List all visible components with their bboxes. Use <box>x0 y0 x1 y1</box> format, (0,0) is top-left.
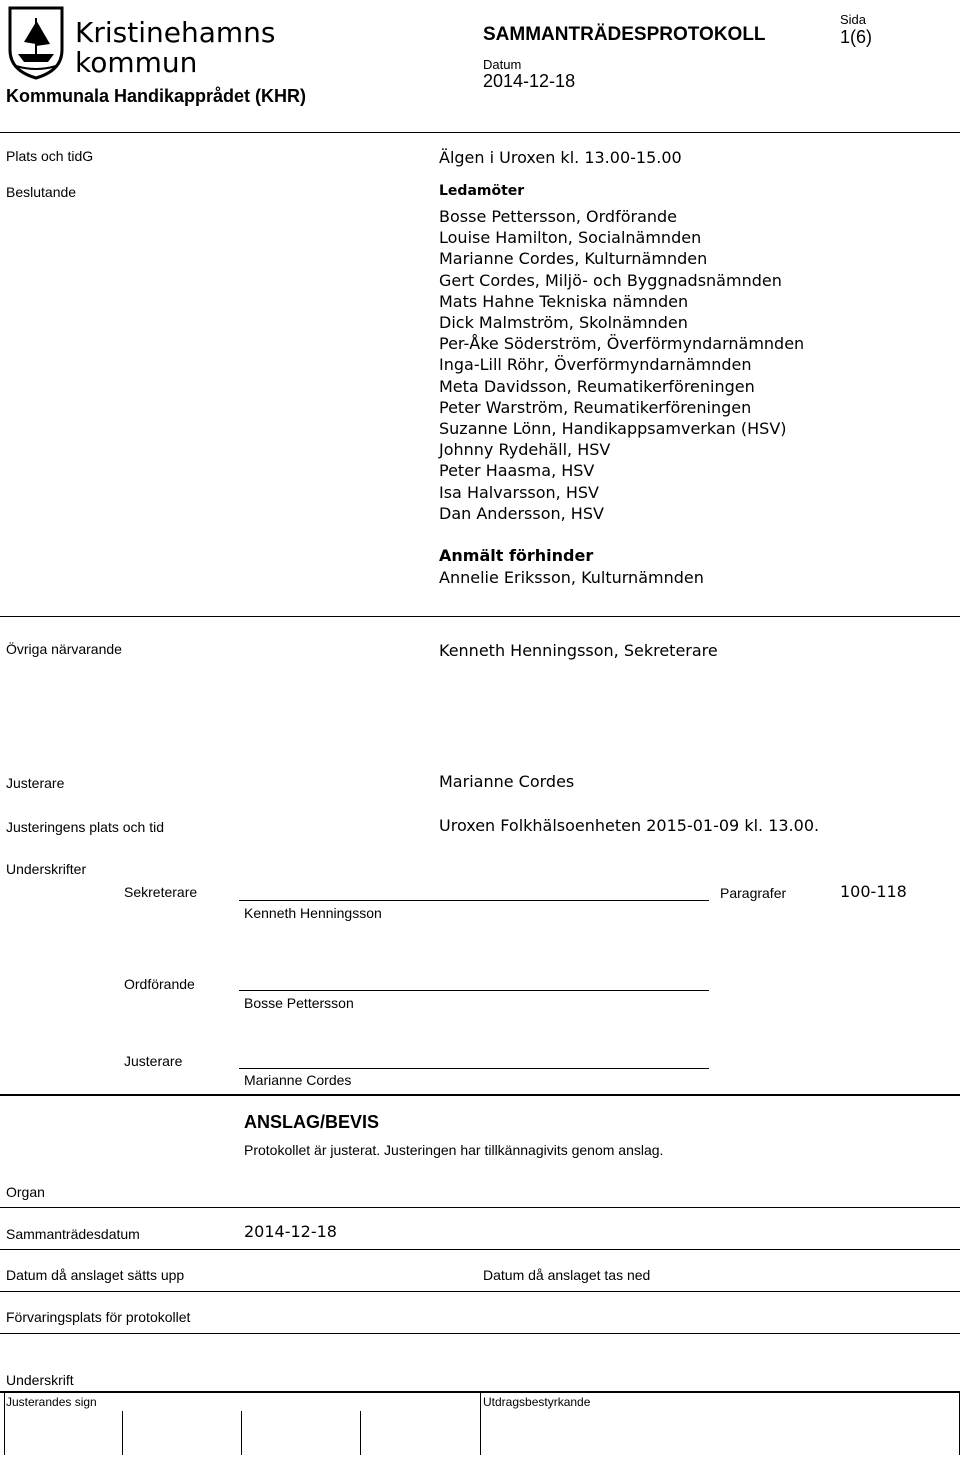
list-item: Johnny Rydehäll, HSV <box>439 440 611 460</box>
signatures-label: Underskrifter <box>6 861 87 877</box>
page-label: Sida <box>840 12 867 27</box>
date-label: Datum <box>483 57 522 72</box>
signature-label: Underskrift <box>6 1372 74 1388</box>
chair-name: Bosse Pettersson <box>244 995 354 1011</box>
adjuster-value: Marianne Cordes <box>439 772 575 791</box>
storage-label: Förvaringsplats för protokollet <box>6 1309 191 1325</box>
absent-member: Annelie Eriksson, Kulturnämnden <box>439 568 704 587</box>
secretary-signature-line <box>239 900 709 901</box>
decision-makers-label: Beslutande <box>6 184 77 200</box>
coat-of-arms-icon <box>6 6 66 80</box>
absent-heading: Anmält förhinder <box>439 546 594 565</box>
list-item: Louise Hamilton, Socialnämnden <box>439 228 702 248</box>
others-label: Övriga närvarande <box>6 641 122 657</box>
others-value: Kenneth Henningsson, Sekreterare <box>439 641 718 660</box>
notice-heading: ANSLAG/BEVIS <box>244 1112 380 1132</box>
sign-box-divider <box>360 1411 361 1455</box>
list-item: Isa Halvarsson, HSV <box>439 482 599 502</box>
chair-signature-line <box>239 990 709 991</box>
removed-date-label: Datum då anslaget tas ned <box>483 1267 651 1283</box>
adjust-place-value: Uroxen Folkhälsoenheten 2015-01-09 kl. 13.00. <box>439 816 820 835</box>
footer-center-divider <box>480 1393 481 1455</box>
list-item: Suzanne Lönn, Handikappsamverkan (HSV) <box>439 419 787 439</box>
list-item: Gert Cordes, Miljö- och Byggnadsnämnden <box>439 270 782 290</box>
adjust-place-label: Justeringens plats och tid <box>6 819 164 835</box>
organ-label: Organ <box>6 1184 45 1200</box>
secretary-name: Kenneth Henningsson <box>244 905 382 921</box>
place-label: Plats och tidG <box>6 148 94 164</box>
adjuster-label: Justerare <box>6 775 65 791</box>
place-value: Älgen i Uroxen kl. 13.00-15.00 <box>439 148 682 167</box>
meeting-date-divider <box>0 1249 960 1250</box>
notice-top-border <box>0 1094 960 1096</box>
list-item: Peter Warström, Reumatikerföreningen <box>439 397 752 417</box>
list-item: Meta Davidsson, Reumatikerföreningen <box>439 376 755 396</box>
sign-adjuster-label: Justerare <box>124 1053 183 1069</box>
storage-divider <box>0 1333 960 1334</box>
meeting-date-value: 2014-12-18 <box>244 1222 337 1241</box>
adjuster-signature-line <box>239 1068 709 1069</box>
sign-box-divider <box>122 1411 123 1455</box>
organ-divider <box>0 1207 960 1208</box>
chair-label: Ordförande <box>124 976 195 992</box>
adjuster-name: Marianne Cordes <box>244 1072 352 1088</box>
list-item: Dan Andersson, HSV <box>439 503 604 523</box>
list-item: Peter Haasma, HSV <box>439 461 595 481</box>
meeting-date-label: Sammanträdesdatum <box>6 1226 140 1242</box>
list-item: Marianne Cordes, Kulturnämnden <box>439 249 708 269</box>
logo-line2: kommun <box>75 46 198 79</box>
list-item: Inga-Lill Röhr, Överförmyndarnämnden <box>439 355 752 375</box>
list-item: Per-Åke Söderström, Överförmyndarnämnden <box>439 334 805 354</box>
list-item: Bosse Pettersson, Ordförande <box>439 207 678 226</box>
members-heading: Ledamöter <box>439 183 525 199</box>
header-divider <box>0 132 960 133</box>
footer-left-border <box>4 1393 5 1455</box>
paragraphs-value: 100-118 <box>840 882 907 901</box>
organization-name: Kommunala Handikapprådet (KHR) <box>6 86 307 106</box>
members-list <box>439 206 804 524</box>
adjuster-sign-label: Justerandes sign <box>6 1395 97 1409</box>
notice-text: Protokollet är justerat. Justeringen har tillkännagivits genom anslag. <box>244 1142 664 1158</box>
document-title: SAMMANTRÄDESPROTOKOLL <box>483 24 766 45</box>
paragraphs-label: Paragrafer <box>720 885 787 901</box>
secretary-label: Sekreterare <box>124 884 198 900</box>
sign-box-divider <box>241 1411 242 1455</box>
section-divider <box>0 616 960 617</box>
logo-line1: Kristinehamns <box>75 16 276 49</box>
posted-date-label: Datum då anslaget sätts upp <box>6 1267 185 1283</box>
page-number: 1(6) <box>840 27 873 47</box>
extract-label: Utdragsbestyrkande <box>483 1395 591 1409</box>
list-item: Dick Malmström, Skolnämnden <box>439 313 688 333</box>
posting-divider <box>0 1291 960 1292</box>
list-item: Mats Hahne Tekniska nämnden <box>439 291 689 311</box>
date-value: 2014-12-18 <box>483 71 576 91</box>
